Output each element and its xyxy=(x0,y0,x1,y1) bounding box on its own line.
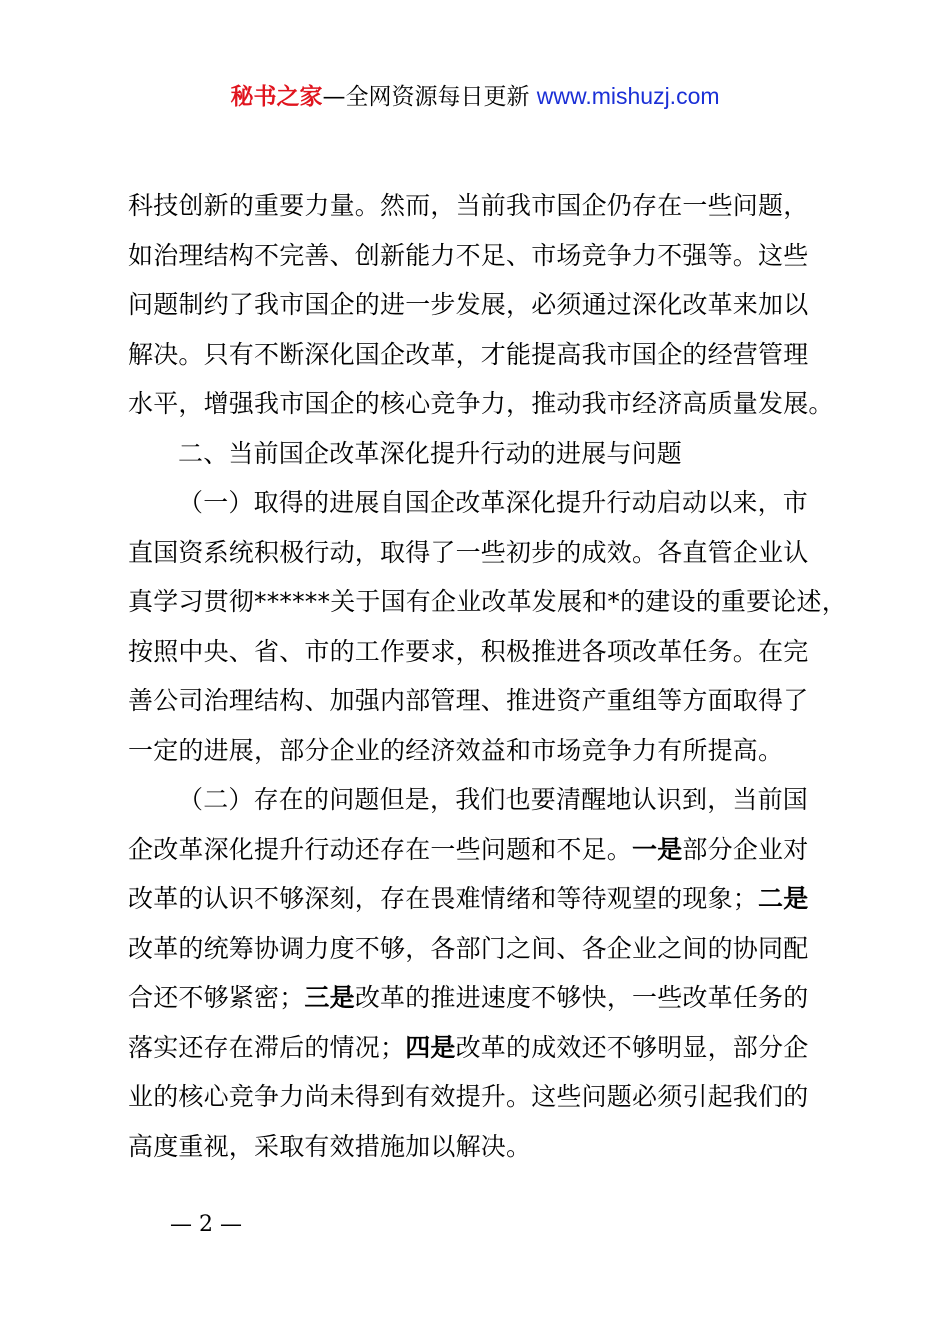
site-header xyxy=(0,80,950,113)
section-heading: 二、当前国企改革深化提升行动的进展与问题 xyxy=(178,438,683,468)
page-number: — 2 — xyxy=(170,1212,242,1237)
body-line: 一定的进展，部分企业的经济效益和市场竞争力有所提高。 xyxy=(128,735,784,765)
body-text: 改革的认识不够深刻，存在畏难情绪和等待观望的现象； xyxy=(128,884,759,913)
body-line xyxy=(128,825,832,875)
site-brand: 秘书之家 xyxy=(230,84,323,110)
body-text: 改革的推进速度不够快，一些改革任务的 xyxy=(354,983,809,1012)
body-line: （二）存在的问题但是，我们也要清醒地认识到，当前国 xyxy=(178,785,809,814)
body-line: 真学习贯彻******关于国有企业改革发展和*的建设的重要论述， xyxy=(128,587,847,616)
keyword-bold: 二是 xyxy=(758,884,809,913)
body-text: 改革的成效还不够明显，部分企 xyxy=(455,1032,809,1062)
body-text: 部分企业对 xyxy=(682,834,809,864)
body-line: 直国资系统积极行动，取得了一些初步的成效。各直管企业认 xyxy=(128,537,809,567)
body-line: 高度重视，采取有效措施加以解决。 xyxy=(128,1131,532,1161)
site-slogan: —全网资源每日更新 xyxy=(322,84,530,110)
body-line: 科技创新的重要力量。然而，当前我市国企仍存在一些问题， xyxy=(128,191,809,220)
body-line: 改革的统筹协调力度不够，各部门之间、各企业之间的协同配 xyxy=(128,933,809,963)
body-line: 如治理结构不完善、创新能力不足、市场竞争力不强等。这些 xyxy=(128,240,809,270)
body-line: 解决。只有不断深化国企改革，才能提高我市国企的经营管理 xyxy=(128,339,809,369)
keyword-bold: 三是 xyxy=(304,983,355,1012)
site-url-link[interactable]: www.mishuzj.com xyxy=(536,83,720,109)
body-text: 企改革深化提升行动还存在一些问题和不足。 xyxy=(128,834,633,864)
keyword-bold: 四是 xyxy=(405,1032,456,1062)
body-line: 业的核心竞争力尚未得到有效提升。这些问题必须引起我们的 xyxy=(128,1082,809,1111)
body-line xyxy=(128,874,832,924)
body-line: （一）取得的进展自国企改革深化提升行动启动以来，市 xyxy=(178,488,809,517)
body-line: 按照中央、省、市的工作要求，积极推进各项改革任务。在完 xyxy=(128,636,809,666)
body-text: 合还不够紧密； xyxy=(128,983,305,1012)
body-line: 善公司治理结构、加强内部管理、推进资产重组等方面取得了 xyxy=(128,686,809,715)
document-body xyxy=(128,181,847,1171)
body-text: 落实还存在滞后的情况； xyxy=(128,1032,406,1062)
keyword-bold: 一是 xyxy=(632,834,683,864)
body-line xyxy=(128,1023,832,1073)
body-line: 水平，增强我市国企的核心竞争力，推动我市经济高质量发展。 xyxy=(128,389,834,418)
body-line: 问题制约了我市国企的进一步发展，必须通过深化改革来加以 xyxy=(128,290,809,319)
body-line xyxy=(128,973,832,1023)
